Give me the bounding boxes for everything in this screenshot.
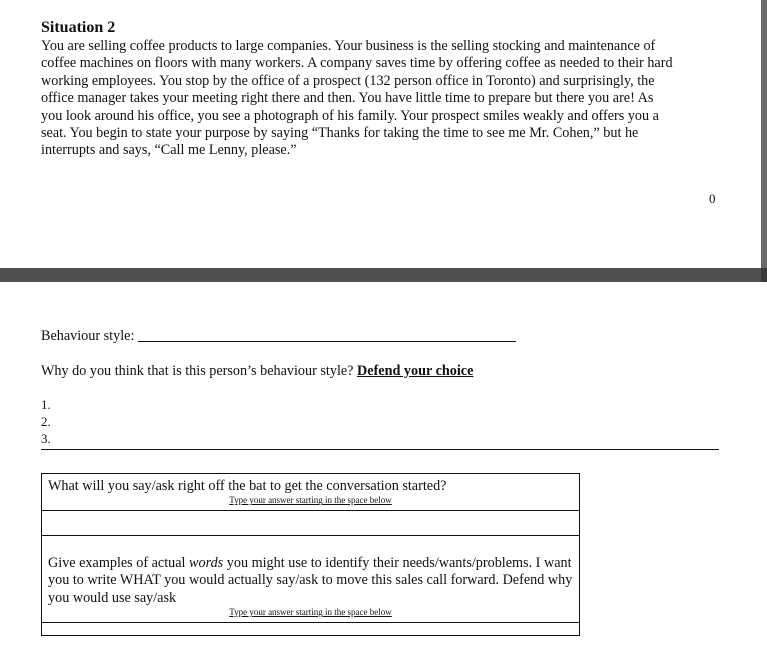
section-divider bbox=[41, 449, 719, 450]
situation-title: Situation 2 bbox=[41, 19, 116, 36]
situation-line: office manager takes your meeting right there and then. You have little time to prepare but there you are! As bbox=[41, 90, 654, 107]
defend-choice-emphasis: Defend your choice bbox=[357, 363, 474, 379]
situation-line: working employees. You stop by the office of a prospect (132 person office in Toronto) and surprisingly, the bbox=[41, 72, 655, 89]
needs-question-words: words bbox=[189, 555, 224, 571]
situation-line: You are selling coffee products to large companies. Your business is the selling stocking and maintenance of bbox=[41, 38, 656, 54]
page-top bbox=[0, 0, 767, 268]
situation-line: you look around his office, you see a photograph of his family. Your prospect smiles weakly and offers you a bbox=[41, 107, 659, 124]
needs-question-text: Give examples of actual bbox=[48, 555, 190, 571]
behaviour-style-row bbox=[41, 328, 516, 345]
behaviour-question: Why do you think that is this person’s behaviour style? bbox=[41, 363, 354, 379]
page-separator bbox=[0, 268, 767, 282]
needs-question-text: you might use to identify their needs/wants/problems. I want you to write WHAT you would actually say/ask to move this sales call forward. Defend why you would use say/ask bbox=[48, 555, 573, 606]
opening-answer-area[interactable] bbox=[42, 510, 579, 528]
behaviour-style-blank[interactable] bbox=[138, 341, 516, 342]
list-item[interactable]: 2. bbox=[41, 414, 51, 429]
opening-answer-hint: Type your answer starting in the space below bbox=[229, 495, 392, 506]
opening-question: What will you say/ask right off the bat to get the conversation started? bbox=[48, 478, 447, 494]
situation-paragraph bbox=[41, 38, 725, 160]
needs-answer-hint: Type your answer starting in the space below bbox=[229, 607, 392, 618]
opening-question-box bbox=[41, 473, 580, 536]
behaviour-question-row bbox=[41, 363, 473, 380]
needs-answer-area[interactable] bbox=[42, 622, 579, 639]
page-number: 0 bbox=[709, 191, 716, 206]
situation-line: coffee machines on floors with many workers. A company saves time by offering coffee as needed to their hard bbox=[41, 55, 673, 72]
list-item[interactable]: 1. bbox=[41, 397, 51, 412]
needs-question-box bbox=[41, 535, 580, 636]
behaviour-style-label: Behaviour style: bbox=[41, 328, 135, 344]
situation-line: seat. You begin to state your purpose by saying “Thanks for taking the time to see me Mr. Cohen,” but he bbox=[41, 125, 639, 142]
list-item[interactable]: 3. bbox=[41, 431, 51, 446]
page-edge bbox=[761, 0, 767, 268]
situation-line: interrupts and says, “Call me Lenny, please.” bbox=[41, 142, 297, 159]
needs-question bbox=[42, 536, 579, 607]
reasons-list bbox=[41, 396, 51, 447]
